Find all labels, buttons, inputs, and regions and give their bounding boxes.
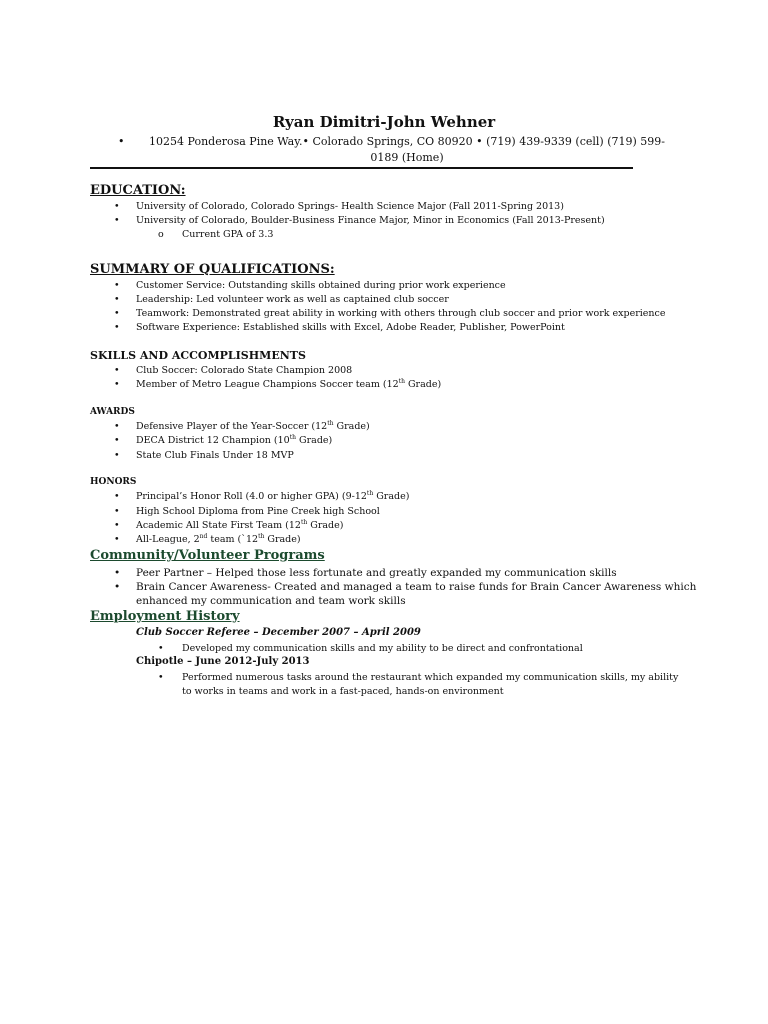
resume-page: Ryan Dimitri-John Wehner • 10254 Ponderosa Pine Way.• Colorado Springs, CO 80920 • (719) 439-9339 (cell) (719) 599-0189 (Home) EDUCATION: • University of Colorado, Colorado Springs- Health Science Major (Fall 2011-Spring 2013) • University of Colorado, Boulder-Business Finance Major, Minor in Economics (Fall 2013-Present) o Current GPA of 3.3 SUMMARY OF QUALIFICATIONS: • Customer Service: Outstanding skills obtained during prior work experience • Leadership: Led volunteer work as well as captained club soccer • Teamwork: Demonstrated great ability in working with others through club soccer and prior work experience • Software Experience: Established skills with Excel, Adobe Reader, Publisher, PowerPoint SKILLS AND ACCOMPLISHMENTS • Club Soccer: Colorado State Champion 2008 • Member of Metro League Champions Soccer team (12th Grade) AWARDS • Defensive Player of the Year-Soccer (12th Grade) • DECA District 12 Champion (10th Grade) • State Club Finals Under 18 MVP HONORS • Principal’s Honor Roll (4.0 or higher GPA) (9-12th Grade) • High School Diploma from Pine Creek high School • Academic All State First Team (12th Grade) • All-League, 2nd team (`12th Grade) Community/Volunteer Programs • Peer Partner – Helped those less fortunate and greatly expanded my communication skills • Brain Cancer Awareness- Created and managed a team to raise funds for Brain Cancer Awareness which enhanced my communication and team work skills Employment History Club Soccer Referee – December 2007 – April 2009 • Developed my communication skills and my ability to be direct and confrontational Chipotle – June 2012-July 2013 • Performed numerous tasks around the restaurant which expanded my communication skills, my ability to works in teams and work in a fast-paced, hands-on environment bbox=[0, 0, 768, 1024]
community-heading: Community/Volunteer Programs bbox=[90, 548, 325, 563]
candidate-name: Ryan Dimitri-John Wehner bbox=[272, 113, 496, 131]
skills-heading: SKILLS AND ACCOMPLISHMENTS bbox=[90, 349, 306, 362]
qualifications-heading: SUMMARY OF QUALIFICATIONS: bbox=[90, 262, 335, 277]
job-title: Club Soccer Referee – December 2007 – April 2009 bbox=[136, 627, 421, 638]
employment-heading: Employment History bbox=[90, 609, 240, 624]
awards-heading: AWARDS bbox=[90, 407, 135, 417]
honors-heading: HONORS bbox=[90, 477, 137, 487]
contact-text: 10254 Ponderosa Pine Way.• Colorado Springs, CO 80920 • (719) 439-9339 (cell) (719) 599-0189 (Home) bbox=[149, 135, 665, 164]
header-divider bbox=[90, 167, 633, 169]
contact-bullet: • bbox=[118, 135, 125, 148]
contact-line bbox=[116, 134, 676, 166]
education-heading: EDUCATION: bbox=[90, 183, 186, 198]
job-title: Chipotle – June 2012-July 2013 bbox=[136, 656, 310, 667]
